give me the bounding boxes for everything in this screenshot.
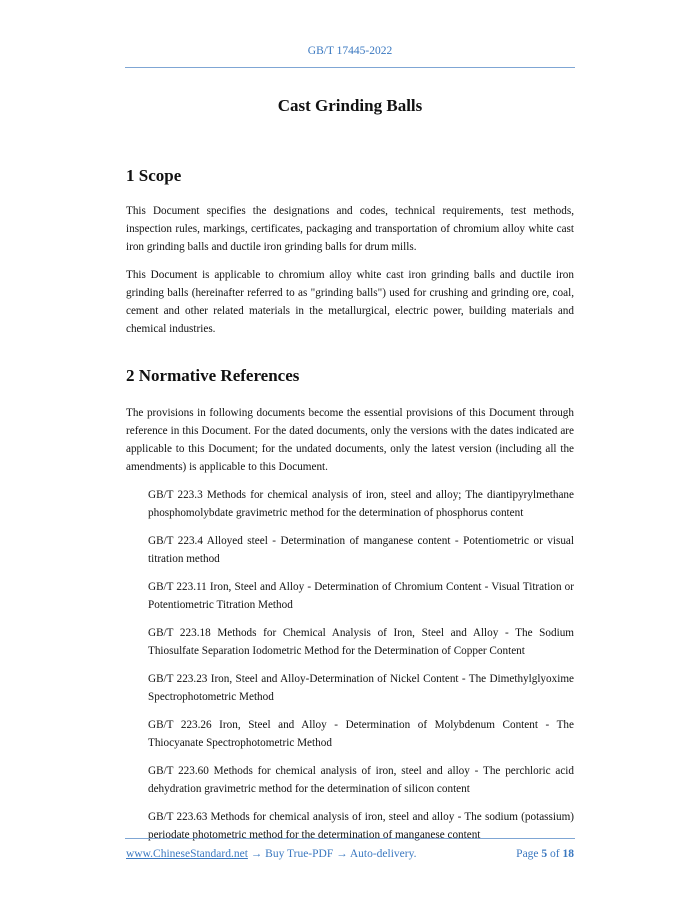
page-header bbox=[125, 45, 575, 57]
total-pages: 18 bbox=[562, 848, 574, 860]
document-title: Cast Grinding Balls bbox=[277, 96, 423, 115]
page-indicator bbox=[516, 848, 574, 860]
reference-item: GB/T 223.26 Iron, Steel and Alloy - Determination of Molybdenum Content - The Thiocyanate Spectrophotometric Method bbox=[148, 719, 574, 749]
reference-item: GB/T 223.18 Methods for Chemical Analysis of Iron, Steel and Alloy - The Sodium Thiosulfate Separation Iodometric Method for the Determination of Copper Content bbox=[148, 627, 574, 657]
page-label: Page bbox=[516, 848, 539, 860]
store-link[interactable]: www.ChineseStandard.net bbox=[126, 848, 248, 860]
reference-item: GB/T 223.3 Methods for chemical analysis of iron, steel and alloy; The diantipyrylmethane phosphomolybdate gravimetric method for the determination of phosphorus content bbox=[148, 489, 574, 519]
section-heading-scope: 1 Scope bbox=[126, 166, 182, 185]
scope-paragraph-1: This Document specifies the designations and codes, technical requirements, test methods, inspection rules, markings, certificates, packaging and transportation of chromium alloy white cast iron grinding balls and ductile iron grinding balls for drum mills. bbox=[126, 205, 574, 253]
page-number: 5 bbox=[541, 848, 548, 860]
reference-item: GB/T 223.60 Methods for chemical analysis of iron, steel and alloy - The perchloric acid dehydration gravimetric method for the determination of silicon content bbox=[148, 765, 574, 795]
footer-divider bbox=[125, 838, 575, 839]
scope-paragraph-2: This Document is applicable to chromium alloy white cast iron grinding balls and ductile iron grinding balls (hereinafter referred to as "grinding balls") used for crushing and grinding ore, coal, cement and other related materials in the metallurgical, electric power, building materials and chemical industries. bbox=[126, 269, 574, 335]
footer-promo-text: → Buy True-PDF → Auto-delivery. bbox=[247, 848, 417, 860]
doc-code: GB/T 17445-2022 bbox=[307, 45, 393, 57]
reference-item: GB/T 223.4 Alloyed steel - Determination of manganese content - Potentiometric or visual titration method bbox=[148, 535, 574, 565]
header-divider bbox=[125, 67, 575, 68]
section-heading-normative-references: 2 Normative References bbox=[126, 366, 300, 385]
footer-promo bbox=[126, 848, 416, 860]
normative-intro: The provisions in following documents become the essential provisions of this Document through reference in this Document. For the dated documents, only the versions with the dates indicated are applicable to this Document; for the undated documents, only the latest version (including all the amendments) is applicable to this Document. bbox=[126, 407, 574, 473]
of-label: of bbox=[550, 848, 560, 860]
document-body bbox=[126, 96, 574, 844]
reference-item: GB/T 223.23 Iron, Steel and Alloy-Determination of Nickel Content - The Dimethylglyoxime Spectrophotometric Method bbox=[148, 673, 574, 703]
reference-item: GB/T 223.11 Iron, Steel and Alloy - Determination of Chromium Content - Visual Titration or Potentiometric Titration Method bbox=[148, 581, 574, 611]
reference-item: GB/T 223.63 Methods for chemical analysis of iron, steel and alloy - The sodium (potassium) periodate photometric method for the determination of manganese content bbox=[148, 811, 574, 841]
